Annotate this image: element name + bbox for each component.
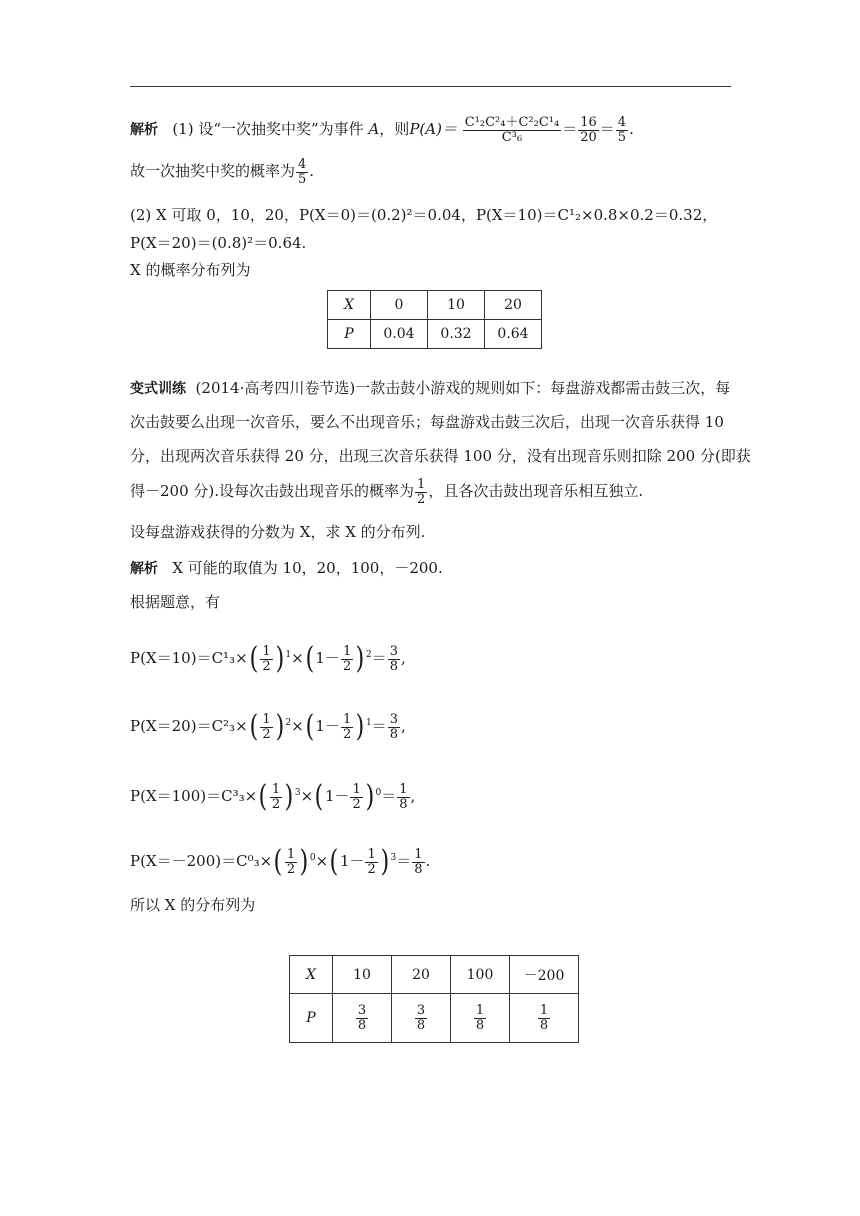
table-cell: －200 bbox=[510, 956, 579, 994]
result-fraction bbox=[388, 645, 400, 673]
equation-lhs: P(X＝－200)＝C⁰₃× bbox=[130, 852, 273, 870]
exponent: 2 bbox=[365, 650, 372, 660]
fraction-denominator: C³₆ bbox=[501, 129, 523, 145]
equals-sign: ＝ bbox=[381, 787, 397, 805]
equals-sign: ＝ bbox=[371, 717, 387, 735]
text: X 可能的取值为 10，20，100，－200. bbox=[172, 559, 443, 577]
one-minus: 1－ bbox=[324, 787, 350, 805]
fraction-1-2 bbox=[415, 478, 427, 506]
times-sign: × bbox=[300, 787, 314, 805]
exponent: 0 bbox=[375, 788, 382, 798]
table-cell: X bbox=[328, 291, 371, 320]
fraction-4-5 bbox=[616, 116, 628, 144]
fraction-numerator: 1 bbox=[262, 643, 271, 659]
one-minus: 1－ bbox=[315, 649, 340, 667]
fraction-denominator: 2 bbox=[262, 726, 271, 742]
table-cell: 0.04 bbox=[371, 320, 428, 349]
equals-sign: ＝ bbox=[396, 852, 412, 870]
table-cell bbox=[333, 994, 392, 1043]
fraction-numerator: 1 bbox=[414, 846, 423, 862]
text: 一款击鼓小游戏的规则如下：每盘游戏都需击鼓三次，每 bbox=[355, 379, 731, 397]
solution-1-line-2: 故一次抽奖中奖的概率为 $\frac{4}{5}$ . bbox=[130, 157, 315, 187]
fraction-denominator: 20 bbox=[580, 129, 597, 145]
variant-line-1 bbox=[130, 378, 730, 399]
fraction-denominator: 2 bbox=[342, 658, 352, 674]
punctuation: . bbox=[425, 852, 431, 870]
fraction-numerator: 3 bbox=[416, 1002, 426, 1018]
fraction-denominator: 5 bbox=[617, 129, 627, 145]
fraction-denominator: 2 bbox=[367, 861, 376, 877]
right-paren: ) bbox=[275, 641, 284, 676]
fraction-1-2 bbox=[260, 713, 272, 741]
fraction-numerator: 3 bbox=[389, 711, 398, 727]
table-row bbox=[290, 994, 579, 1043]
probability-equation bbox=[130, 641, 406, 676]
result-fraction bbox=[397, 783, 409, 811]
left-paren: ( bbox=[249, 641, 258, 676]
fraction-1-2 bbox=[365, 848, 377, 876]
fraction-4-5 bbox=[296, 158, 308, 186]
exponent: 1 bbox=[285, 650, 292, 660]
fraction-denominator: 2 bbox=[271, 796, 281, 812]
right-paren: ) bbox=[275, 709, 284, 744]
top-rule bbox=[130, 86, 731, 87]
fraction-numerator: 4 bbox=[298, 157, 307, 172]
solution-2-final-line: 所以 X 的分布列为 bbox=[130, 896, 256, 914]
table-cell: 0.64 bbox=[485, 320, 542, 349]
exponent: 1 bbox=[365, 718, 372, 728]
fraction-numerator: 1 bbox=[286, 846, 296, 862]
solution-1-line-5: X 的概率分布列为 bbox=[130, 261, 251, 279]
fraction-1-2 bbox=[350, 783, 362, 811]
table-row bbox=[328, 320, 542, 349]
right-paren: ) bbox=[355, 709, 365, 744]
right-paren: ) bbox=[380, 844, 390, 879]
table-cell: P bbox=[328, 320, 371, 349]
result-fraction bbox=[388, 713, 400, 741]
table-cell: 10 bbox=[333, 956, 392, 994]
fraction-denominator: 2 bbox=[262, 658, 271, 674]
right-paren: ) bbox=[355, 641, 365, 676]
fraction-denominator: 8 bbox=[399, 796, 408, 812]
table-cell: 20 bbox=[392, 956, 451, 994]
one-minus: 1－ bbox=[339, 852, 365, 870]
fraction-numerator: 1 bbox=[367, 846, 376, 862]
fraction-denominator: 8 bbox=[416, 1017, 426, 1033]
fraction-16-20 bbox=[578, 116, 599, 144]
fraction-numerator: 1 bbox=[342, 711, 352, 727]
table-row bbox=[290, 956, 579, 994]
variant-line-2: 次击鼓要么出现一次音乐，要么不出现音乐；每盘游戏击鼓三次后，出现一次音乐获得 10 bbox=[130, 413, 724, 431]
fraction-1-2 bbox=[270, 783, 282, 811]
probability-equation bbox=[130, 709, 406, 744]
table-cell: P bbox=[290, 994, 333, 1043]
fraction-numerator: 1 bbox=[342, 643, 352, 659]
variant-line-5: 设每盘游戏获得的分数为 X，求 X 的分布列. bbox=[130, 523, 426, 541]
fraction-denominator: 8 bbox=[414, 861, 423, 877]
solution-1-line-3: (2) X 可取 0，10，20，P(X＝0)＝(0.2)²＝0.04，P(X＝10)＝C¹₂×0.8×0.2＝0.32， bbox=[130, 206, 718, 224]
solution-1-line-1: 解析 (1) 设“一次抽奖中奖”为事件 A，则P(A)＝ $\frac{\text{C¹₂C²₄＋C²₂C¹₄}}{\text{C³₆}}$ ＝ $\frac{16}{20}$ ＝ $\frac{4}{5}$ . bbox=[130, 115, 634, 145]
punctuation: , bbox=[410, 787, 416, 805]
table-cell: 0.32 bbox=[428, 320, 485, 349]
left-paren: ( bbox=[314, 779, 324, 814]
variant-line-4 bbox=[130, 478, 643, 506]
one-minus: 1－ bbox=[315, 717, 340, 735]
distribution-table-2 bbox=[289, 955, 579, 1043]
right-paren: ) bbox=[365, 779, 375, 814]
equation-lhs: P(X＝20)＝C²₃× bbox=[130, 717, 248, 735]
table-cell bbox=[451, 994, 510, 1043]
fraction-numerator: 1 bbox=[539, 1002, 549, 1018]
equation-lhs: P(X＝10)＝C¹₃× bbox=[130, 649, 248, 667]
fraction-numerator: 4 bbox=[617, 115, 627, 130]
combination-fraction bbox=[463, 116, 561, 144]
left-paren: ( bbox=[258, 779, 268, 814]
fraction-1-2 bbox=[260, 645, 272, 673]
fraction-1-2 bbox=[341, 713, 353, 741]
exponent: 3 bbox=[294, 788, 301, 798]
times-sign: × bbox=[315, 852, 329, 870]
fraction-denominator: 2 bbox=[352, 796, 361, 812]
fraction-denominator: 2 bbox=[342, 726, 352, 742]
fraction-denominator: 8 bbox=[389, 658, 398, 674]
exponent: 2 bbox=[285, 718, 292, 728]
fraction-numerator: C¹₂C²₄＋C²₂C¹₄ bbox=[464, 115, 560, 130]
equation-lhs: P(X＝100)＝C³₃× bbox=[130, 787, 258, 805]
fraction-numerator: 3 bbox=[389, 643, 398, 659]
fraction-denominator: 2 bbox=[417, 491, 426, 507]
solution-2-line-2: 根据题意，有 bbox=[130, 593, 221, 611]
right-paren: ) bbox=[284, 779, 294, 814]
fraction-numerator: 16 bbox=[580, 115, 597, 130]
left-paren: ( bbox=[329, 844, 339, 879]
exponent: 3 bbox=[390, 853, 397, 863]
fraction-denominator: 8 bbox=[389, 726, 398, 742]
variant-label: 变式训练 bbox=[130, 381, 186, 397]
fraction-numerator: 1 bbox=[262, 711, 271, 727]
fraction-1-2 bbox=[285, 848, 297, 876]
times-sign: × bbox=[291, 649, 304, 667]
right-paren: ) bbox=[299, 844, 309, 879]
fraction-numerator: 1 bbox=[417, 477, 426, 492]
table-cell: 0 bbox=[371, 291, 428, 320]
text: 故一次抽奖中奖的概率为 bbox=[130, 162, 296, 181]
fraction-denominator: 8 bbox=[539, 1017, 549, 1033]
distribution-table-1 bbox=[327, 290, 542, 349]
fraction-numerator: 3 bbox=[357, 1002, 367, 1018]
fraction-numerator: 1 bbox=[475, 1002, 485, 1018]
text: 得－200 分).设每次击鼓出现音乐的概率为 bbox=[130, 482, 415, 501]
left-paren: ( bbox=[249, 709, 258, 744]
equals-sign: ＝ bbox=[371, 649, 387, 667]
result-fraction bbox=[412, 848, 424, 876]
punctuation: , bbox=[400, 717, 406, 735]
fraction-denominator: 5 bbox=[298, 171, 307, 187]
text: ，则 bbox=[379, 120, 410, 139]
solution-label: 解析 bbox=[130, 122, 158, 139]
fraction-denominator: 8 bbox=[475, 1017, 485, 1033]
table-cell: 10 bbox=[428, 291, 485, 320]
punctuation: , bbox=[400, 649, 406, 667]
variant-line-3: 分，出现两次音乐获得 20 分，出现三次音乐获得 100 分，没有出现音乐则扣除 200 分(即获 bbox=[130, 447, 751, 465]
source-citation: (2014·高考四川卷节选) bbox=[195, 379, 356, 397]
left-paren: ( bbox=[305, 709, 314, 744]
fraction-denominator: 2 bbox=[286, 861, 296, 877]
table-cell: 100 bbox=[451, 956, 510, 994]
table-row bbox=[328, 291, 542, 320]
fraction-1-2 bbox=[341, 645, 353, 673]
left-paren: ( bbox=[305, 641, 314, 676]
fraction-numerator: 1 bbox=[352, 781, 361, 797]
table-cell bbox=[510, 994, 579, 1043]
table-cell bbox=[392, 994, 451, 1043]
table-cell: X bbox=[290, 956, 333, 994]
exponent: 0 bbox=[309, 853, 316, 863]
prob-expression: P(A)＝ bbox=[409, 120, 457, 139]
fraction-denominator: 8 bbox=[357, 1017, 367, 1033]
table-cell: 20 bbox=[485, 291, 542, 320]
solution-1-line-4: P(X＝20)＝(0.8)²＝0.64. bbox=[130, 234, 307, 252]
fraction-numerator: 1 bbox=[399, 781, 408, 797]
solution-label: 解析 bbox=[130, 561, 158, 577]
probability-equation bbox=[130, 844, 431, 879]
text: (1) 设“一次抽奖中奖”为事件 bbox=[172, 120, 364, 139]
left-paren: ( bbox=[273, 844, 283, 879]
event-symbol: A bbox=[368, 120, 380, 139]
fraction-numerator: 1 bbox=[271, 781, 281, 797]
text: ，且各次击鼓出现音乐相互独立. bbox=[428, 482, 644, 501]
solution-2-line-1 bbox=[130, 558, 443, 579]
probability-equation bbox=[130, 779, 416, 814]
times-sign: × bbox=[291, 717, 304, 735]
